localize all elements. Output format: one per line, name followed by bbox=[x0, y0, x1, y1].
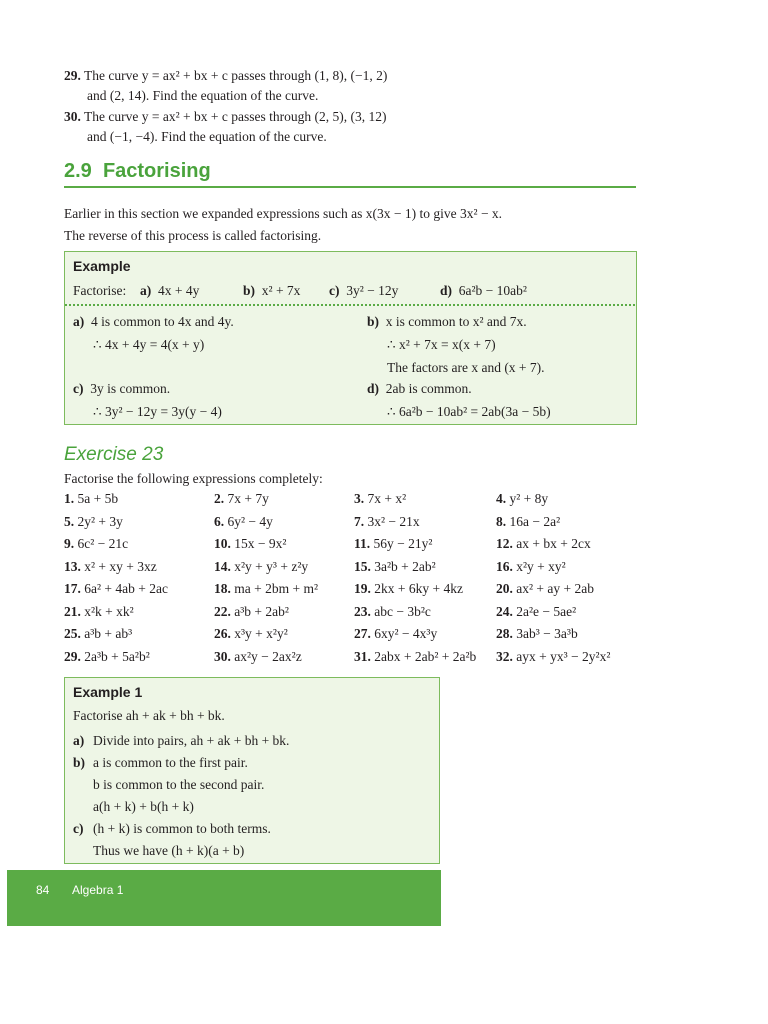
exercise-item bbox=[64, 514, 123, 530]
exercise-item-expression: 2abx + 2ab² + 2a²b bbox=[374, 648, 477, 664]
exercise-item-number: 32. bbox=[496, 648, 513, 664]
exercise-item bbox=[214, 536, 286, 552]
exercise-item-number: 13. bbox=[64, 558, 81, 574]
exercise-item-expression: a³b + ab³ bbox=[84, 626, 133, 641]
exercise-item-expression: 56y − 21y² bbox=[373, 536, 433, 551]
exercise-item-expression: ax + bx + 2cx bbox=[516, 536, 591, 551]
example1-step-text: b is common to the second pair. bbox=[93, 777, 265, 792]
problem-29 bbox=[64, 66, 387, 86]
example-box bbox=[64, 251, 637, 425]
exercise-item-number: 25. bbox=[64, 626, 81, 641]
exercise-item-expression: 6a² + 4ab + 2ac bbox=[84, 581, 168, 596]
exercise-item bbox=[214, 559, 308, 575]
section-title: Factorising bbox=[102, 160, 211, 182]
solution-b: b) x is common to x² and 7x. bbox=[367, 314, 527, 329]
exercise-item-expression: x² + xy + 3xz bbox=[84, 558, 157, 574]
solution-d-result: ∴ 6a²b − 10ab² = 2ab(3a − 5b) bbox=[387, 404, 551, 419]
exercise-item bbox=[496, 581, 594, 597]
exercise-item bbox=[214, 604, 289, 620]
example1-step-text: Divide into pairs, ah + ak + bh + bk. bbox=[93, 733, 290, 748]
exercise-item bbox=[354, 626, 437, 642]
exercise-item-expression: x²y + y³ + z²y bbox=[234, 558, 309, 574]
example1-step bbox=[73, 819, 271, 839]
solution-a-result: ∴ 4x + 4y = 4(x + y) bbox=[93, 337, 205, 352]
exercise-item bbox=[354, 491, 406, 507]
page-number: 84 bbox=[36, 883, 50, 897]
exercise-item-expression: a³b + 2ab² bbox=[234, 603, 289, 619]
exercise-item-expression: y² + 8y bbox=[509, 491, 549, 506]
problem-30 bbox=[64, 107, 386, 127]
exercise-item-number: 5. bbox=[64, 513, 75, 529]
section-number: 2.9 bbox=[64, 160, 92, 182]
exercise-item-number: 21. bbox=[64, 603, 81, 619]
exercise-item bbox=[214, 514, 273, 530]
exercise-item-number: 22. bbox=[214, 603, 231, 619]
exercise-item-expression: 7x + x² bbox=[367, 491, 407, 506]
exercise-item-expression: 16a − 2a² bbox=[509, 513, 561, 529]
exercise-item-expression: x³y + x²y² bbox=[234, 626, 288, 641]
intro-line-2: The reverse of this process is called factorising. bbox=[64, 228, 322, 243]
section-rule bbox=[64, 186, 636, 188]
exercise-item-expression: 6y² − 4y bbox=[227, 513, 273, 529]
exercise-item-number: 30. bbox=[214, 648, 231, 664]
example1-step-label: b) bbox=[73, 755, 86, 770]
exercise-item-number: 24. bbox=[496, 603, 513, 619]
exercise-item-expression: x²y + xy² bbox=[516, 558, 566, 574]
exercise-item-expression: ax² + ay + 2ab bbox=[516, 581, 595, 596]
exercise-item bbox=[354, 604, 431, 620]
exercise-item-expression: 5a + 5b bbox=[77, 491, 119, 506]
dotted-divider bbox=[65, 304, 635, 306]
exercise-item-expression: 3ab³ − 3a³b bbox=[516, 626, 578, 641]
solution-c: c) 3y is common. bbox=[73, 381, 171, 396]
example-part-a: a) 4x + 4y bbox=[140, 283, 200, 298]
problem-number: 29. bbox=[64, 68, 81, 83]
example-part-b: b) x² + 7x bbox=[243, 283, 301, 298]
exercise-item bbox=[496, 626, 578, 642]
exercise-item-number: 28. bbox=[496, 626, 513, 641]
footer-block bbox=[7, 870, 65, 926]
exercise-item bbox=[64, 559, 157, 575]
example1-title: Example 1 bbox=[73, 684, 143, 700]
section-heading bbox=[64, 160, 211, 183]
exercise-item-number: 4. bbox=[496, 491, 507, 506]
exercise-item-number: 10. bbox=[214, 536, 231, 551]
exercise-item-number: 11. bbox=[354, 536, 371, 551]
exercise-item-number: 17. bbox=[64, 581, 81, 596]
exercise-item-expression: abc − 3b²c bbox=[374, 603, 431, 619]
exercise-item bbox=[496, 649, 610, 665]
problem-30-line2: and (−1, −4). Find the equation of the curve. bbox=[87, 129, 327, 144]
example1-step bbox=[73, 753, 248, 773]
exercise-item bbox=[64, 626, 132, 642]
exercise-item-number: 9. bbox=[64, 536, 75, 551]
problem-29-line2: and (2, 14). Find the equation of the curve. bbox=[87, 88, 319, 103]
exercise-item-expression: ayx + yx³ − 2y²x² bbox=[516, 648, 611, 664]
problem-number: 30. bbox=[64, 109, 81, 124]
example1-step-text: (h + k) is common to both terms. bbox=[93, 821, 271, 836]
exercise-item-number: 14. bbox=[214, 558, 231, 574]
exercise-item-number: 27. bbox=[354, 626, 371, 641]
exercise-item-number: 18. bbox=[214, 581, 231, 596]
exercise-item-expression: 15x − 9x² bbox=[234, 536, 287, 551]
solution-b-factors: The factors are x and (x + 7). bbox=[387, 360, 545, 375]
solution-b-result: ∴ x² + 7x = x(x + 7) bbox=[387, 337, 496, 352]
example1-step-text: Thus we have (h + k)(a + b) bbox=[93, 843, 245, 858]
example-prompt: Factorise: bbox=[73, 283, 127, 298]
exercise-item bbox=[64, 604, 134, 620]
example1-box bbox=[64, 677, 440, 864]
solution-c-result: ∴ 3y² − 12y = 3y(y − 4) bbox=[93, 404, 222, 419]
example-title: Example bbox=[73, 258, 131, 274]
exercise-item-expression: 6xy² − 4x³y bbox=[374, 626, 438, 641]
exercise-item-expression: 2a³b + 5a²b² bbox=[84, 648, 150, 664]
intro-line-1: Earlier in this section we expanded expressions such as x(3x − 1) to give 3x² − x. bbox=[64, 206, 503, 221]
example1-prompt: Factorise ah + ak + bh + bk. bbox=[73, 708, 225, 723]
exercise-item bbox=[496, 514, 560, 530]
exercise-item bbox=[64, 491, 118, 507]
footer-label: Algebra 1 bbox=[72, 883, 124, 897]
exercise-item-number: 19. bbox=[354, 581, 371, 596]
exercise-item bbox=[64, 536, 128, 552]
exercise-item bbox=[64, 581, 168, 597]
exercise-item-number: 3. bbox=[354, 491, 365, 506]
exercise-item bbox=[496, 559, 566, 575]
exercise-item-number: 12. bbox=[496, 536, 513, 551]
exercise-item bbox=[214, 626, 288, 642]
example1-step bbox=[73, 841, 244, 861]
example1-step bbox=[73, 775, 264, 795]
exercise-item-expression: 3x² − 21x bbox=[367, 513, 420, 529]
exercise-item-number: 23. bbox=[354, 603, 371, 619]
exercise-title: Exercise 23 bbox=[64, 444, 164, 465]
exercise-item bbox=[214, 491, 269, 507]
exercise-item-expression: 2kx + 6ky + 4kz bbox=[374, 581, 463, 596]
exercise-item-number: 16. bbox=[496, 558, 513, 574]
exercise-item-number: 7. bbox=[354, 513, 365, 529]
exercise-item-number: 2. bbox=[214, 491, 225, 506]
exercise-item-number: 26. bbox=[214, 626, 231, 641]
exercise-item bbox=[214, 581, 318, 597]
exercise-item-number: 6. bbox=[214, 513, 225, 529]
exercise-item-expression: ax²y − 2ax²z bbox=[234, 648, 302, 664]
exercise-item bbox=[496, 604, 576, 620]
exercise-item-expression: 6c² − 21c bbox=[77, 536, 129, 551]
exercise-item-expression: x²k + xk² bbox=[84, 603, 134, 619]
exercise-item bbox=[354, 514, 420, 530]
exercise-item-number: 8. bbox=[496, 513, 507, 529]
exercise-item bbox=[64, 649, 150, 665]
exercise-item bbox=[496, 491, 548, 507]
exercise-item-expression: 2a²e − 5ae² bbox=[516, 603, 577, 619]
exercise-item-number: 31. bbox=[354, 648, 371, 664]
exercise-item-number: 20. bbox=[496, 581, 513, 596]
exercise-item-expression: ma + 2bm + m² bbox=[234, 581, 319, 596]
exercise-item bbox=[354, 536, 432, 552]
example1-step-label: a) bbox=[73, 733, 85, 748]
example-part-c: c) 3y² − 12y bbox=[329, 283, 399, 298]
solution-a: a) 4 is common to 4x and 4y. bbox=[73, 314, 234, 329]
example1-step bbox=[73, 797, 194, 817]
exercise-item-number: 1. bbox=[64, 491, 75, 506]
example1-step-text: a is common to the first pair. bbox=[93, 755, 248, 770]
footer-strip bbox=[65, 870, 441, 926]
exercise-item-expression: 7x + 7y bbox=[227, 491, 269, 506]
example-part-d: d) 6a²b − 10ab² bbox=[440, 283, 527, 298]
problem-text: The curve y = ax² + bx + c passes through (2, 5), (3, 12) bbox=[84, 109, 387, 124]
exercise-item bbox=[496, 536, 591, 552]
exercise-item bbox=[354, 559, 436, 575]
exercise-item-number: 29. bbox=[64, 648, 81, 664]
exercise-item bbox=[354, 581, 463, 597]
exercise-item-expression: 3a²b + 2ab² bbox=[374, 558, 436, 574]
exercise-instruction: Factorise the following expressions completely: bbox=[64, 471, 323, 486]
problem-text: The curve y = ax² + bx + c passes through (1, 8), (−1, 2) bbox=[84, 68, 388, 83]
example1-step bbox=[73, 731, 289, 751]
example1-step-label: c) bbox=[73, 821, 84, 836]
exercise-item-expression: 2y² + 3y bbox=[77, 513, 123, 529]
solution-d: d) 2ab is common. bbox=[367, 381, 472, 396]
exercise-item-number: 15. bbox=[354, 558, 371, 574]
exercise-item bbox=[354, 649, 476, 665]
example1-step-text: a(h + k) + b(h + k) bbox=[93, 799, 194, 814]
exercise-item bbox=[214, 649, 302, 665]
